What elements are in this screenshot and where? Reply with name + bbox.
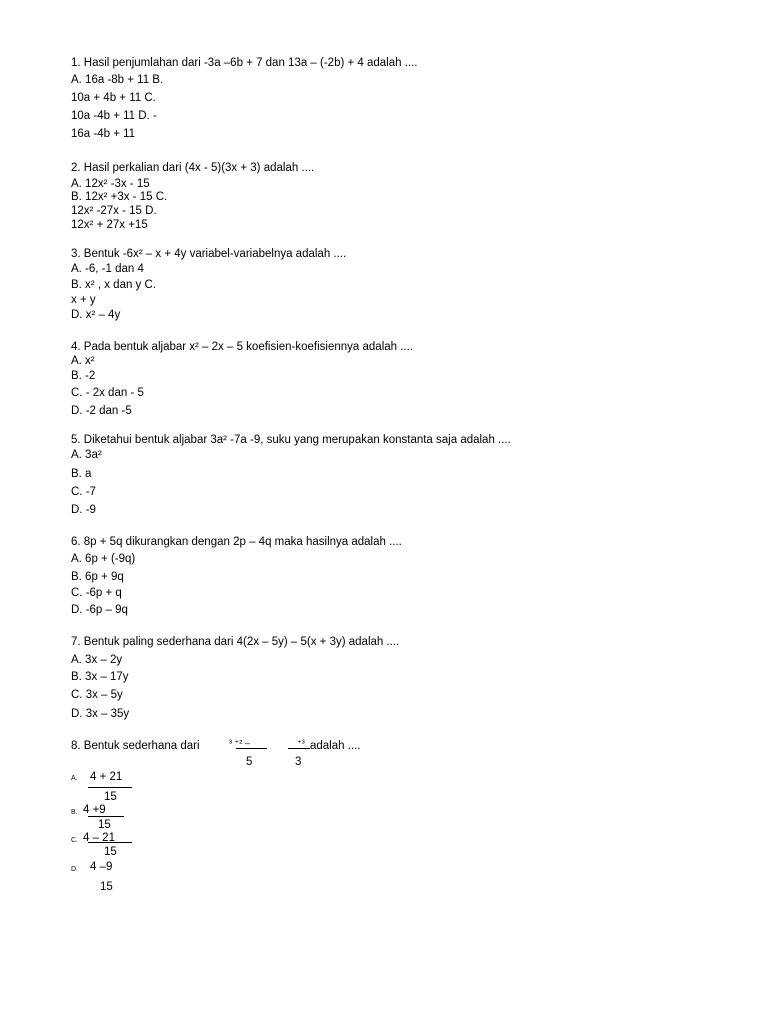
question-8-fraction-2-bar (288, 748, 310, 749)
question-8-fraction-2-numerator: ⁺³ (297, 738, 305, 748)
question-8-fraction-1-numerator: ³ ⁺² – (229, 738, 250, 748)
question-8-option-a-numerator: 4 + 21 (90, 771, 123, 783)
question-8-option-c-numerator: 4 – 21 (83, 832, 115, 844)
question-6-line-3: C. -6p + q (71, 587, 122, 599)
question-3-line-3: x + y (71, 294, 96, 306)
question-7-text: 7. Bentuk paling sederhana dari 4(2x – 5y) – 5(x + 3y) adalah .... (71, 636, 400, 648)
question-8-fraction-1-denominator: 5 (246, 756, 253, 768)
question-4-text: 4. Pada bentuk aljabar x² – 2x – 5 koefisien-koefisiennya adalah .... (71, 341, 414, 353)
question-8-option-b-denominator: 15 (98, 819, 111, 831)
question-5-line-3: C. -7 (71, 486, 96, 498)
question-8-prefix: 8. Bentuk sederhana dari (71, 740, 200, 752)
question-6-line-1: A. 6p + (-9q) (71, 553, 136, 565)
question-2-line-3: 12x² -27x - 15 D. (71, 205, 157, 217)
question-5-line-4: D. -9 (71, 504, 96, 516)
question-4-line-4: D. -2 dan -5 (71, 405, 132, 417)
question-8-option-d-letter: D. (71, 866, 78, 873)
question-8-fraction-1-bar (236, 748, 267, 749)
question-5-line-1: A. 3a² (71, 449, 102, 461)
question-1-line-2: 10a + 4b + 11 C. (71, 92, 156, 104)
question-2-text: 2. Hasil perkalian dari (4x - 5)(3x + 3) adalah .... (71, 162, 315, 174)
question-2-line-4: 12x² + 27x +15 (71, 219, 148, 231)
question-6-line-2: B. 6p + 9q (71, 571, 124, 583)
question-7-line-1: A. 3x – 2y (71, 654, 123, 666)
question-6-text: 6. 8p + 5q dikurangkan dengan 2p – 4q maka hasilnya adalah .... (71, 536, 402, 548)
question-7-line-4: D. 3x – 35y (71, 708, 130, 720)
question-8-option-b-numerator: 4 +9 (83, 804, 106, 816)
question-3-line-2: B. x² , x dan y C. (71, 279, 156, 291)
question-8-option-d-denominator: 15 (100, 881, 113, 893)
question-8-option-a-denominator: 15 (104, 791, 117, 803)
question-3-text: 3. Bentuk -6x² – x + 4y variabel-variabelnya adalah .... (71, 248, 347, 260)
question-7-line-2: B. 3x – 17y (71, 671, 129, 683)
question-5-text: 5. Diketahui bentuk aljabar 3a² -7a -9, suku yang merupakan konstanta saja adalah .... (71, 434, 511, 446)
question-1-line-3: 10a -4b + 11 D. - (71, 110, 157, 122)
question-8-option-c-denominator: 15 (104, 846, 117, 858)
question-8-option-b-letter: B. (71, 809, 78, 816)
question-2-line-2: B. 12x² +3x - 15 C. (71, 191, 168, 203)
question-7-line-3: C. 3x – 5y (71, 689, 123, 701)
question-4-line-3: C. - 2x dan - 5 (71, 387, 144, 399)
question-1-line-4: 16a -4b + 11 (71, 128, 136, 140)
question-4-line-2: B. -2 (71, 370, 96, 382)
question-8-option-c-letter: C. (71, 837, 78, 844)
question-8-option-a-bar (88, 787, 132, 788)
question-3-line-4: D. x² – 4y (71, 309, 121, 321)
question-1-text: 1. Hasil penjumlahan dari -3a –6b + 7 dan 13a – (-2b) + 4 adalah .... (71, 57, 418, 69)
question-8-option-b-bar (88, 816, 124, 817)
question-3-line-1: A. -6, -1 dan 4 (71, 263, 144, 275)
question-8-fraction-2-denominator: 3 (295, 756, 302, 768)
question-2-line-1: A. 12x² -3x - 15 (71, 178, 150, 190)
question-8-option-c-bar (88, 842, 132, 843)
question-6-line-4: D. -6p – 9q (71, 604, 128, 616)
question-5-line-2: B. a (71, 468, 92, 480)
question-8-option-a-letter: A. (71, 775, 78, 782)
question-4-line-1: A. x² (71, 355, 95, 367)
question-8-suffix: adalah .... (310, 740, 361, 752)
question-8-option-d-numerator: 4 –9 (90, 861, 113, 873)
question-1-line-1: A. 16a -8b + 11 B. (71, 74, 164, 86)
